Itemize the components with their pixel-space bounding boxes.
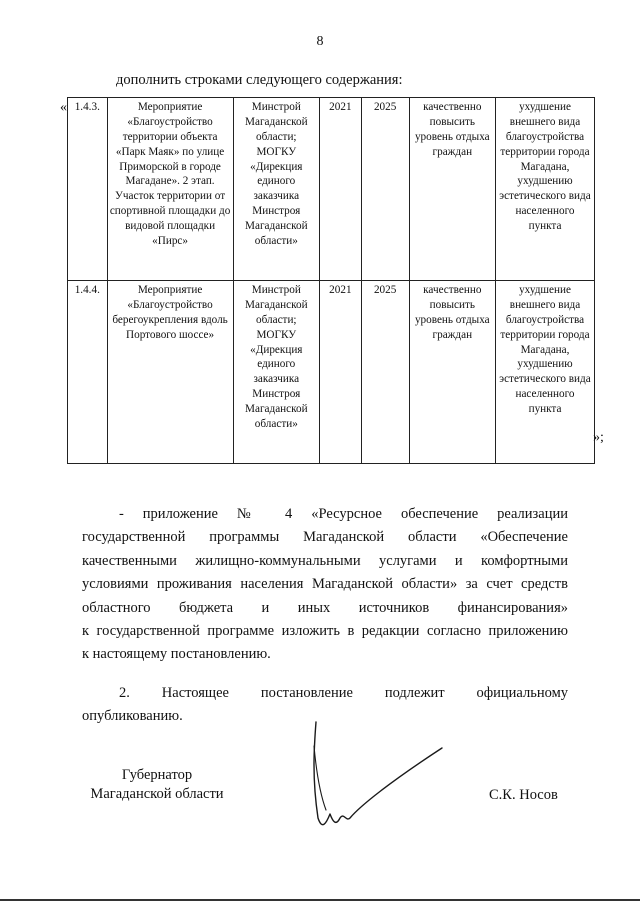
signatory-name: С.К. Носов (489, 787, 558, 803)
cell-start-year: 2021 (320, 281, 362, 464)
cell-measure: Мероприятие «Благоустройство берегоукрепления вдоль Портового шоссе» (107, 281, 233, 464)
closing-quote: »; (593, 430, 604, 445)
cell-consequence: ухудшение внешнего вида благоустройства территории города Магадана, ухудшению эстетического вида населенного пункта (496, 281, 595, 464)
annex-paragraph (82, 503, 568, 667)
cell-measure: Мероприятие «Благоустройство территории объекта «Парк Маяк» по улице Приморской в городе Магадане». 2 этап. Участок территории от спортивной площадки до видовой площадки «Пирс» (107, 98, 233, 281)
paragraph-line: к государственной программе изложить в редакции согласно приложению (82, 623, 568, 640)
paragraph-line: - приложение № 4 «Ресурсное обеспечение реализации (119, 506, 568, 522)
signatory-title-line: Магаданской области (90, 786, 224, 802)
cell-start-year: 2021 (320, 98, 362, 281)
signatory-title-line: Губернатор (121, 767, 193, 783)
intro-text: дополнить строками следующего содержания: (116, 72, 403, 88)
opening-quote: « (60, 100, 67, 115)
paragraph-line: 2. Настоящее постановление подлежит официальному (119, 685, 568, 701)
page-number: 8 (316, 34, 324, 49)
cell-end-year: 2025 (361, 281, 409, 464)
paragraph-line: областного бюджета и иных источников финансирования» (82, 599, 568, 616)
cell-number: 1.4.4. (68, 281, 108, 464)
cell-end-year: 2025 (361, 98, 409, 281)
table-row (68, 281, 595, 464)
paragraph-line: условиями проживания населения Магаданской области» за счет средств (82, 576, 568, 593)
cell-consequence: ухудшение внешнего вида благоустройства территории города Магадана, ухудшению эстетического вида населенного пункта (496, 98, 595, 281)
cell-number: 1.4.3. (68, 98, 108, 281)
paragraph-line: качественными жилищно-коммунальными услугами и комфортными (82, 552, 568, 569)
paragraph-line: опубликованию. (82, 708, 183, 725)
table-row (68, 98, 595, 281)
cell-result: качественно повысить уровень отдыха граждан (409, 281, 495, 464)
signatory-title (82, 766, 232, 804)
cell-executor: Минстрой Магаданской области; МОГКУ «Дирекция единого заказчика Минстроя Магаданской области» (233, 281, 319, 464)
cell-executor: Минстрой Магаданской области; МОГКУ «Дирекция единого заказчика Минстроя Магаданской области» (233, 98, 319, 281)
handwritten-signature (300, 718, 450, 838)
bottom-divider (0, 899, 640, 901)
cell-result: качественно повысить уровень отдыха граждан (409, 98, 495, 281)
paragraph-line: к настоящему постановлению. (82, 646, 271, 663)
measures-table (67, 97, 595, 464)
paragraph-line: государственной программы Магаданской области «Обеспечение (82, 529, 568, 546)
